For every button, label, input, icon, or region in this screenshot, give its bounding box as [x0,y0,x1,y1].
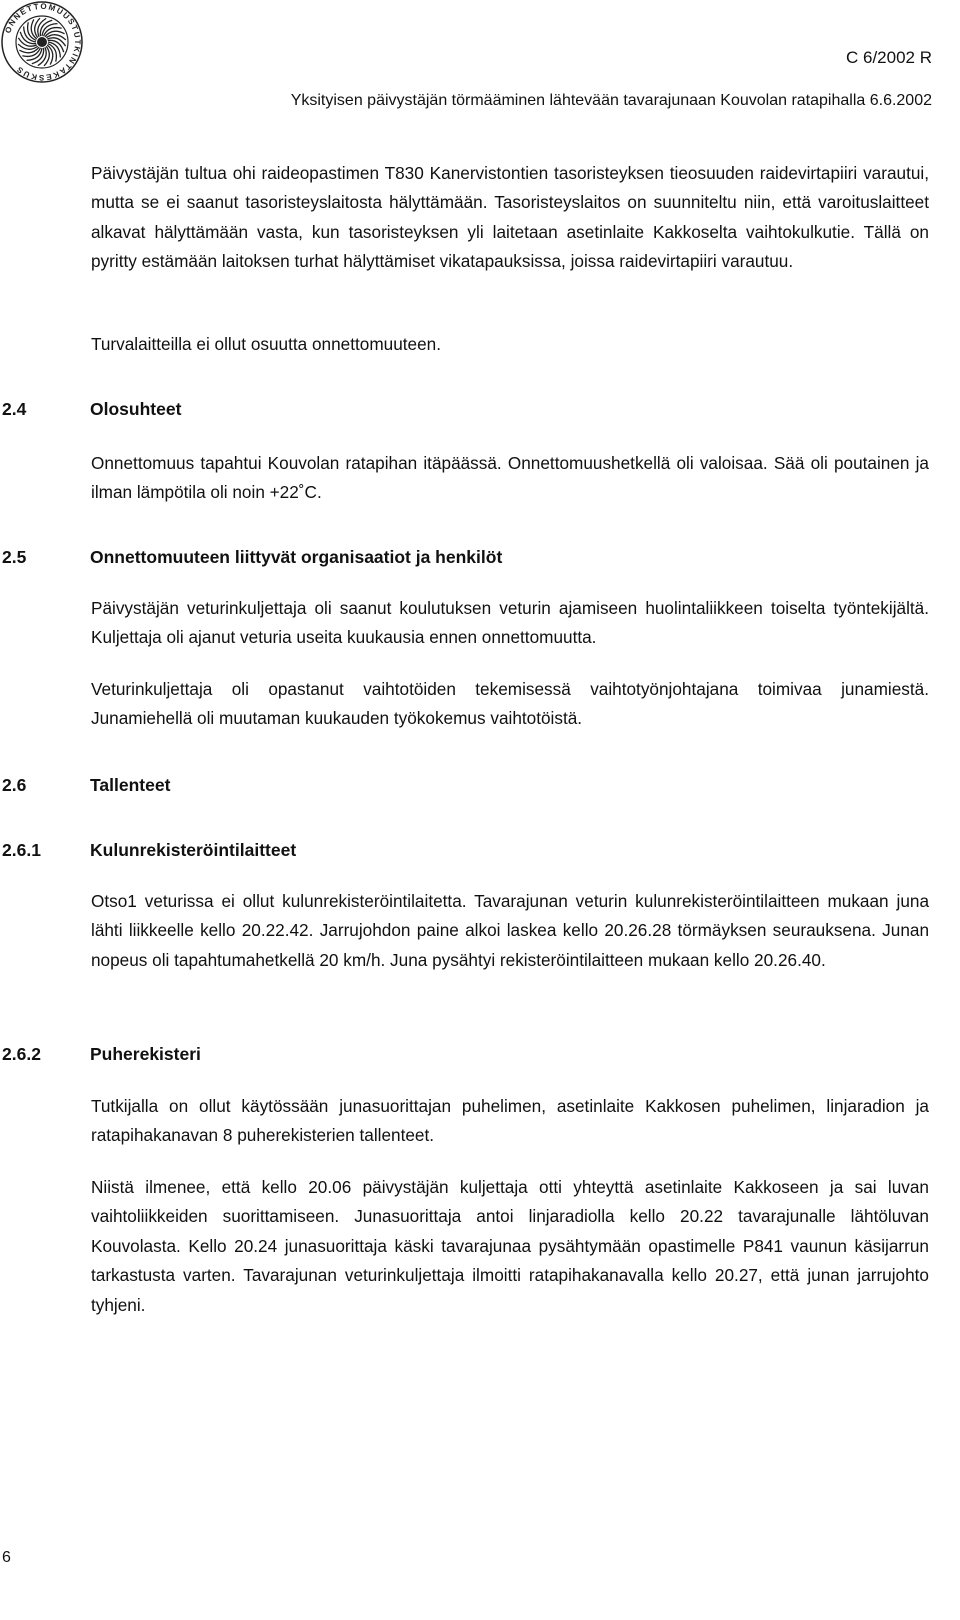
section-title: Puherekisteri [90,1044,201,1064]
paragraph-conditions: Onnettomuus tapahtui Kouvolan ratapihan itäpäässä. Onnettomuushetkellä oli valoisaa. Sää oli poutainen ja ilman lämpötila oli noin +22˚C. [91,453,929,503]
paragraph-voice-recordings: Tutkijalla on ollut käytössään junasuorittajan puhelimen, asetinlaite Kakkosen puhelimen, linjaradion ja ratapihakanavan 8 puherekisterien tallenteet. [91,1096,929,1146]
seal-swirl-line [44,46,49,66]
paragraph-crew-experience: Veturinkuljettaja oli opastanut vaihtotöiden tekemisessä vaihtotyönjohtajana toimivaa junamiestä. Junamiehellä oli muutaman kuukauden työkokemus vaihtotöistä. [91,679,929,729]
agency-seal-icon [0,0,84,84]
section-title: Tallenteet [90,775,171,795]
document-title: Yksityisen päivystäjän törmääminen lähtevään tavarajunaan Kouvolan ratapihalla 6.6.2002 [290,92,932,109]
section-title: Kulunrekisteröintilaitteet [90,840,297,860]
seal-swirl-line [18,44,38,49]
section-number: 2.4 [2,399,27,419]
section-number: 2.6.1 [2,840,41,860]
paragraph-driver-training: Päivystäjän veturinkuljettaja oli saanut koulutuksen veturin ajamiseen huolintaliikkeen toiselta työntekijältä. Kuljettaja oli ajanut veturia useita kuukausia ennen onnettomuutta. [91,598,929,648]
paragraph-recording-findings: Niistä ilmenee, että kello 20.06 päivystäjän kuljettaja otti yhteyttä asetinlaite Kakkoseen ja sai luvan vaihtoliikkeiden suorittamiseen. Junasuorittaja antoi linjaradiolla kello 20.22 tavarajunalle lähtöluvan Kouvolasta. Kello 20.24 junasuorittaja käski tavarajunaa pysähtymään opastimelle P841 vaunun käsijarrun tarkastusta varten. Tavarajunan veturinkuljettaja ilmoitti ratapihakanavalla kello 20.27, että junan jarrujohto tyhjeni. [91,1177,929,1315]
logo-lettering: ONNETTOMUUSTUTKINTAKESKUS [3,1,83,83]
section-number: 2.6.2 [2,1044,41,1064]
agency-logo [0,0,84,84]
section-number: 2.5 [2,547,27,567]
seal-swirl-line [35,18,40,38]
seal-swirl-line [46,35,66,40]
section-title: Olosuhteet [90,399,182,419]
section-number: 2.6 [2,775,27,795]
section-title: Onnettomuuteen liittyvät organisaatiot ja henkilöt [90,547,503,567]
paragraph-safety-conclusion: Turvalaitteilla ei ollut osuutta onnettomuuteen. [91,334,442,354]
page-number: 6 [2,1549,11,1566]
paragraph-event-recorder: Otso1 veturissa ei ollut kulunrekisteröintilaitetta. Tavarajunan veturin kulunrekisteröintilaitteen mukaan juna lähti liikkeelle kello 20.22.42. Jarrujohdon paine alkoi laskea kello 20.26.28 törmäyksen seurauksena. Junan nopeus oli tapahtumahetkellä 20 km/h. Juna pysähtyi rekisteröintilaitteen mukaan kello 20.26.40. [91,891,929,970]
paragraph-safety-equipment: Päivystäjän tultua ohi raideopastimen T830 Kanervistontien tasoristeyksen tieosuuden raidevirtapiiri varautui, mutta se ei saanut tasoristeyslaitosta hälyttämään. Tasoristeyslaitos on suunniteltu niin, että varoituslaitteet alkavat hälyttämään vasta, kun tasoristeyksen yli laitetaan asetinlaite Kakkoselta vaihtokulkutie. Tällä on pyritty estämään laitoksen turhat hälyttämiset vikatapauksissa, joissa raidevirtapiiri varautuu. [91,163,929,272]
document-code: C 6/2002 R [846,48,932,67]
